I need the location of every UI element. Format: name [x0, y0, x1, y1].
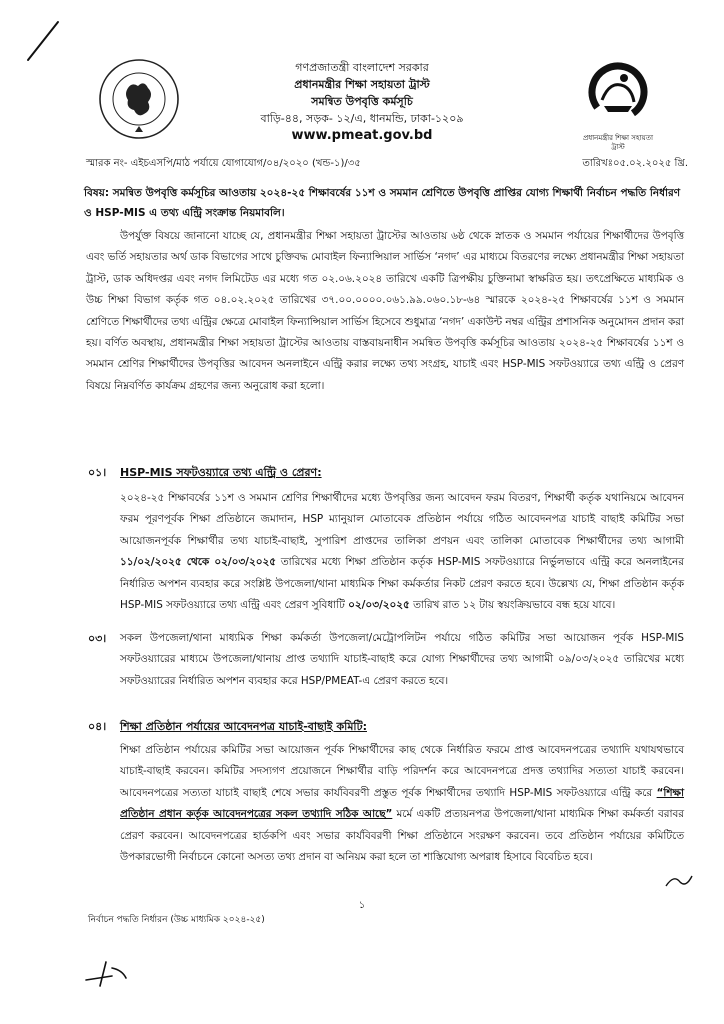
trust-logo-text: প্রধানমন্ত্রীর শিক্ষা সহায়তা ট্রাস্ট — [583, 134, 653, 151]
section-4-quote: “শিক্ষা প্রতিষ্ঠান প্রধান কর্তৃক আবেদনপত্রের সকল তথ্যাদি সঠিক আছে” — [120, 786, 684, 821]
footer-note: নির্বাচন পদ্ধতি নির্ধারন (উচ্চ মাধ্যমিক ২০২৪-২৫) — [88, 915, 265, 925]
section-3-body: সকল উপজেলা/থানা মাধ্যমিক শিক্ষা কর্মকর্তা উপজেলা/মেট্রোপলিটন পর্যায়ে গঠিত কমিটির সভা আয়োজন পূর্বক HSP-MIS সফটওয়্যারের মাধ্যমে উপজেলা/থানায় প্রাপ্ত তথ্যাদি যাচাই-বাছাই করে যোগ্য শিক্ষার্থীদের তথ্য আগামী ০৯/০৩/২০২৫ তারিখের মধ্যে সফটওয়্যারের নির্ধারিত অপশন ব্যবহার করে HSP/PMEAT-এ প্রেরণ করতে হবে। — [120, 632, 684, 687]
trust-name: প্রধানমন্ত্রীর শিক্ষা সহায়তা ট্রাস্ট — [294, 78, 430, 91]
pen-mark-icon — [22, 18, 62, 64]
section-4-heading: শিক্ষা প্রতিষ্ঠান পর্যায়ের আবেদনপত্র যাচাই-বাছাই কমিটি: — [120, 720, 367, 733]
section-4-body — [120, 740, 684, 868]
section-4-text-b: মর্মে একটি প্রত্যয়নপত্র উপজেলা/থানা মাধ্যমিক শিক্ষা কর্মকর্তা বরাবর প্রেরণ করবেন। আবেদনপত্রের হার্ডকপি এবং সভার কার্যবিবরণী শিক্ষা প্রতিষ্ঠানে সংরক্ষণ করবেন। তবে প্রতিষ্ঠান পর্যায়ের কমিটিতে উপকারভোগী নির্বাচনে কোনো অসত্য তথ্য প্রদান বা অনিয়ম করা হলে তা শাস্তিযোগ্য অপরাধ হিসাবে বিবেচিত হবে। — [120, 808, 684, 864]
section-1-body — [120, 488, 684, 616]
subject-label: বিষয়: — [84, 187, 110, 199]
section-1-text-a: ২০২৪-২৫ শিক্ষাবর্ষের ১১শ ও সমমান শ্রেণির শিক্ষার্থীদের মধ্যে উপবৃত্তির জন্য আবেদন ফরম বিতরণ, শিক্ষার্থী কর্তৃক যথানিয়মে আবেদন ফরম পূরণপূর্বক শিক্ষা প্রতিষ্ঠানে জমাদান, HSP ম্যানুয়াল মোতাবেক প্রতিষ্ঠান পর্যায়ে গঠিত আবেদনপত্র যাচাই বাছাই কমিটির সভা আয়োজনপূর্বক শিক্ষার্থীর তথ্য যাচাই-বাছাই, সুপারিশ প্রাপ্তদের তালিকা প্রণয়ন এবং তালিকা মোতাবেক শিক্ষার্থীদের তথ্য আগামী — [120, 492, 684, 547]
memo-date: তারিখঃ০৫.০২.২০২৫ খ্রি. — [582, 158, 688, 169]
subject-line — [84, 183, 684, 223]
section-4-number: ০৪। — [88, 720, 107, 733]
section-1-heading: HSP-MIS সফটওয়্যারে তথ্য এন্ট্রি ও প্রেরণ: — [120, 466, 322, 479]
initial-mark-icon — [664, 872, 694, 890]
memo-reference: স্মারক নং- এইচএসপি/মাঠ পর্যায়ে যোগাযোগ/০৪/২০২০ (খন্ড-১)/৩৫ — [86, 158, 361, 169]
subject-text: সমন্বিত উপবৃত্তি কর্মসূচির আওতায় ২০২৪-২৫ শিক্ষাবর্ষের ১১শ ও সমমান শ্রেণিতে উপবৃত্তি প্রাপ্তির যোগ্য শিক্ষার্থী নির্বাচন পদ্ধতি নির্ধারণ ও HSP-MIS এ তথ্য এন্ট্রি সংক্রান্ত নিয়মাবলি। — [84, 187, 681, 219]
section-4-text-a: শিক্ষা প্রতিষ্ঠান পর্যায়ের কমিটির সভা আয়োজন পূর্বক শিক্ষার্থীদের কাছ থেকে নির্ধারিত ফরমে প্রাপ্ত আবেদনপত্রের তথ্যাদি যথাযথভাবে যাচাই-বাছাই করবেন। কমিটির সদস্যগণ প্রয়োজনে শিক্ষার্থীর বাড়ি পরিদর্শন করে আবেদনপত্রে প্রদত্ত তথ্যাদির সত্যতা যাচাই করবেন। আবেদনপত্রের সত্যতা যাচাই বাছাই শেষে সভার কার্যবিবরণী প্রস্তুত পূর্বক শিক্ষার্থীদের তথ্যাদি HSP-MIS সফটওয়্যারে এন্ট্রি করে — [120, 744, 684, 799]
section-1-date-range: ১১/০২/২০২৫ থেকে ০২/০৩/২০২৫ — [120, 556, 276, 569]
section-1-text-b: তারিখের মধ্যে শিক্ষা প্রতিষ্ঠান কর্তৃক HSP-MIS সফটওয়্যারে নির্ভুলভাবে এন্ট্রি করে অনলাইনের নির্ধারিত অপশন ব্যবহার করে সংশ্লিষ্ট উপজেলা/থানা মাধ্যমিক শিক্ষা কর্মকর্তার নিকট প্রেরণ করতে হবে। উল্লেখ্য যে, শিক্ষা প্রতিষ্ঠান কর্তৃক HSP-MIS সফটওয়্যারে তথ্য এন্ট্রি এবং প্রেরণ সুবিধাটি — [120, 556, 684, 612]
website-link[interactable]: www.pmeat.gov.bd — [291, 128, 433, 143]
section-1-number: ০১। — [88, 466, 107, 479]
page-number: ১ — [358, 900, 366, 911]
intro-paragraph: উপর্যুক্ত বিষয়ে জানানো যাচ্ছে যে, প্রধানমন্ত্রীর শিক্ষা সহায়তা ট্রাস্টের আওতায় ৬ষ্ঠ থেকে স্নাতক ও সমমান পর্যায়ের শিক্ষার্থীদের উপবৃত্তি এবং ভর্তি সহায়তার অর্থ ডাক বিভাগের সাথে চুক্তিবদ্ধ মোবাইল ফিন্যান্সিয়াল সার্ভিস ‘নগদ’ এর মাধ্যমে বিতরণের লক্ষ্যে প্রধানমন্ত্রীর শিক্ষা সহায়তা ট্রাস্ট, ডাক অধিদপ্তর এবং নগদ লিমিটেড এর মধ্যে গত ০২.০৬.২০২৪ তারিখে একটি ত্রিপক্ষীয় চুক্তিনামা স্বাক্ষরিত হয়। তৎপ্রেক্ষিতে মাধ্যমিক ও উচ্চ শিক্ষা বিভাগ কর্তৃক গত ০৪.০২.২০২৫ তারিখের ৩৭.০০.০০০০.০৬১.৯৯.০৬০.১৮-৬৪ স্মারকে ২০২৪-২৫ শিক্ষাবর্ষের ১১শ ও সমমান শ্রেণিতে শিক্ষার্থীদের তথ্য এন্ট্রির ক্ষেত্রে মোবাইল ফিন্যান্সিয়াল সার্ভিস হিসেবে শুধুমাত্র ‘নগদ’ একাউন্ট নম্বর এন্ট্রির প্রশাসনিক অনুমোদন প্রদান করা হয়। বর্ণিত অবস্থায়, প্রধানমন্ত্রীর শিক্ষা সহায়তা ট্রাস্টের আওতায় বাস্তবায়নাধীন সমন্বিত উপবৃত্তি কর্মসূচির আওতায় ২০২৪-২৫ শিক্ষাবর্ষের ১১শ ও সমমান শ্রেণির শিক্ষার্থীদের উপবৃত্তির আবেদন অনলাইনে এন্ট্রি করার লক্ষ্যে তথ্য সংগ্রহ, যাচাই এবং HSP-MIS সফটওয়্যারে তথ্য এন্ট্রি ও প্রেরণ বিষয়ে নিম্নবর্ণিত কার্যক্রম গ্রহণের জন্য অনুরোধ করা হলো। — [86, 230, 684, 392]
initial-signature-icon — [82, 958, 130, 988]
programme-name: সমন্বিত উপবৃত্তি কর্মসূচি — [311, 95, 413, 108]
section-1-deadline: ০২/০৩/২০২৫ — [348, 599, 410, 612]
office-address: বাড়ি-৪৪, সড়ক- ১২/এ, ধানমন্ডি, ঢাকা-১২০৯ — [260, 112, 464, 125]
section-3-number: ০৩। — [88, 632, 107, 645]
section-1-text-c: তারিখ রাত ১২ টায় স্বয়ংক্রিয়ভাবে বন্ধ হয়ে যাবে। — [413, 599, 616, 612]
government-name: গণপ্রজাতন্ত্রী বাংলাদেশ সরকার — [295, 61, 429, 74]
